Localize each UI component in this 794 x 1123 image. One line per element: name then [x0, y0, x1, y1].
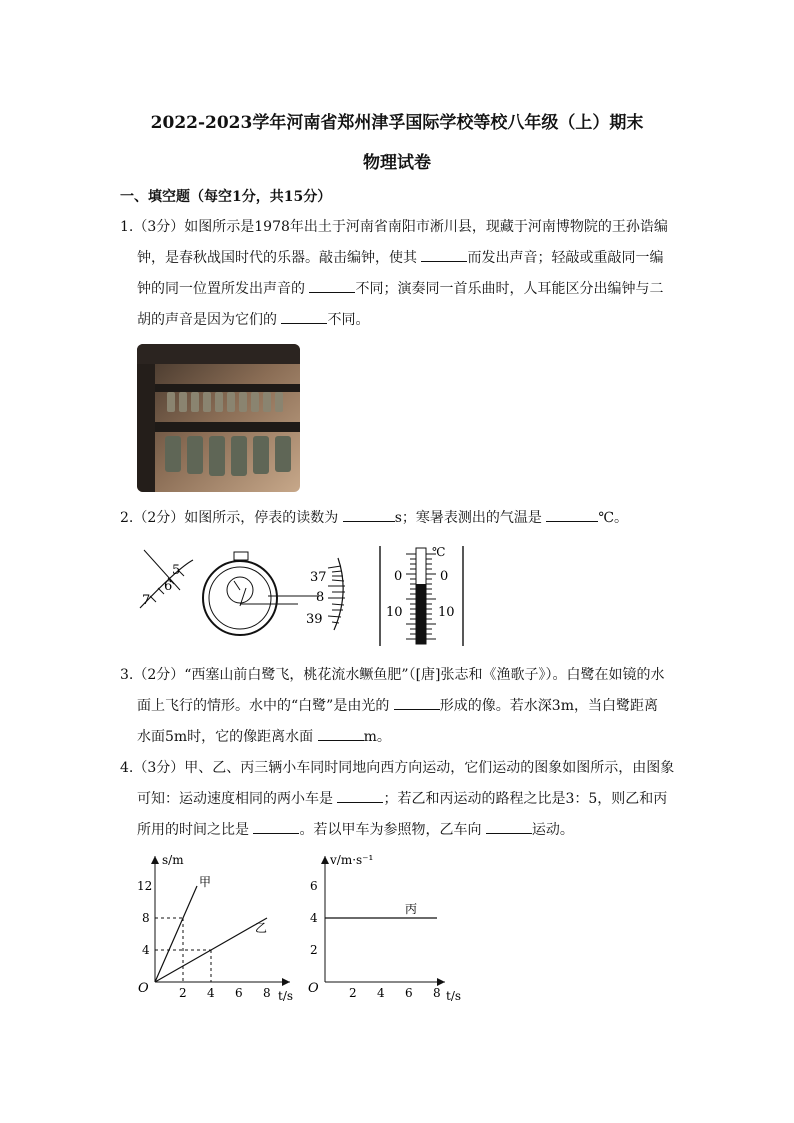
q4-blank-3[interactable] [486, 819, 532, 834]
q3-blank-1[interactable] [394, 695, 440, 710]
g2-origin: O [308, 981, 319, 996]
g2-ytick: 6 [310, 879, 318, 893]
minute-label-5: 5 [172, 563, 181, 578]
q3-blank-2[interactable] [318, 726, 364, 741]
q1-line4: 胡的声音是因为它们的 不同。 [137, 305, 369, 336]
thermo-right-0: 0 [440, 569, 449, 584]
g1-origin: O [138, 981, 149, 996]
g1-series-label: 甲 [199, 875, 212, 889]
g1-series-label: 乙 [255, 921, 268, 935]
minute-label-6: 6 [164, 579, 173, 594]
second-label-37: 37 [310, 570, 327, 585]
q4-line3: 所用的时间之比是 。若以甲车为参照物，乙车向 运动。 [137, 815, 574, 846]
q1-blank-3[interactable] [281, 309, 327, 324]
g1-ytick: 12 [137, 879, 153, 893]
thermo-right-10: 10 [438, 605, 455, 620]
q4-blank-1[interactable] [337, 788, 383, 803]
g2-xtick: 6 [405, 986, 413, 1000]
g2-xtick: 4 [377, 986, 385, 1000]
g1-series-line [155, 886, 197, 982]
q2-line: 2.（2分）如图所示，停表的读数为 s；寒暑表测出的气温是 ℃。 [120, 503, 628, 534]
g2-xtick: 2 [349, 986, 357, 1000]
q1-blank-2[interactable] [309, 278, 355, 293]
q3-line2: 面上飞行的情形。水中的“白鹭”是由光的 形成的像。若水深3m，当白鹭距离 [137, 691, 658, 722]
stopwatch-figure [138, 548, 348, 648]
g2-ytick: 2 [310, 943, 318, 957]
thermometer-figure [376, 544, 471, 648]
q3-line3: 水面5m时，它的像距离水面 m。 [137, 722, 391, 753]
g2-series-label: 丙 [405, 902, 418, 916]
g1-xtick: 4 [207, 986, 215, 1000]
q4-line1: 4.（3分）甲、乙、丙三辆小车同时同地向西方向运动，它们运动的图象如图所示，由图象 [120, 760, 675, 776]
q4-blank-2[interactable] [253, 819, 299, 834]
g2-xlabel: t/s [446, 989, 462, 1003]
section-heading: 一、填空题（每空1分，共15分） [120, 189, 332, 205]
g1-xtick: 6 [235, 986, 243, 1000]
st-graph [130, 850, 300, 1010]
vt-graph [300, 850, 470, 1010]
g2-ylabel: v/m·s⁻¹ [330, 853, 374, 867]
q1-line2: 钟，是春秋战国时代的乐器。敲击编钟，使其 而发出声音；轻敲或重敲同一编 [137, 243, 663, 274]
second-label-39: 39 [306, 612, 323, 627]
g1-xtick: 2 [179, 986, 187, 1000]
thermo-unit: ℃ [432, 545, 446, 559]
q1-blank-1[interactable] [421, 247, 467, 262]
page-title-line2: 物理试卷 [363, 153, 431, 173]
bianzhong-photo [137, 344, 300, 492]
q1-line3: 钟的同一位置所发出声音的 不同；演奏同一首乐曲时，人耳能区分出编钟与二 [137, 274, 663, 305]
g1-series-line [155, 918, 267, 982]
g1-ylabel: s/m [162, 853, 184, 867]
g1-xlabel: t/s [278, 989, 294, 1003]
g2-xtick: 8 [433, 986, 441, 1000]
q2-blank-2[interactable] [546, 507, 598, 522]
q2-blank-1[interactable] [343, 507, 395, 522]
page-title-line1: 2022-2023学年河南省郑州津孚国际学校等校八年级（上）期末 [150, 113, 644, 133]
thermo-left-0: 0 [394, 569, 403, 584]
g1-ytick: 8 [142, 911, 150, 925]
g1-ytick: 4 [142, 943, 150, 957]
second-label-8: 8 [316, 590, 325, 605]
q1-line1: 1.（3分）如图所示是1978年出土于河南省南阳市淅川县，现藏于河南博物院的王孙诰编 [120, 219, 668, 235]
thermo-left-10: 10 [386, 605, 403, 620]
q4-line2: 可知：运动速度相同的两小车是 ；若乙和丙运动的路程之比是3：5，则乙和丙 [137, 784, 667, 815]
g2-ytick: 4 [310, 911, 318, 925]
minute-label-7: 7 [142, 593, 151, 608]
q3-line1: 3.（2分）“西塞山前白鹭飞，桃花流水鳜鱼肥”（[唐]张志和《渔歌子》）。白鹭在如镜的水 [120, 667, 665, 683]
g1-xtick: 8 [263, 986, 271, 1000]
